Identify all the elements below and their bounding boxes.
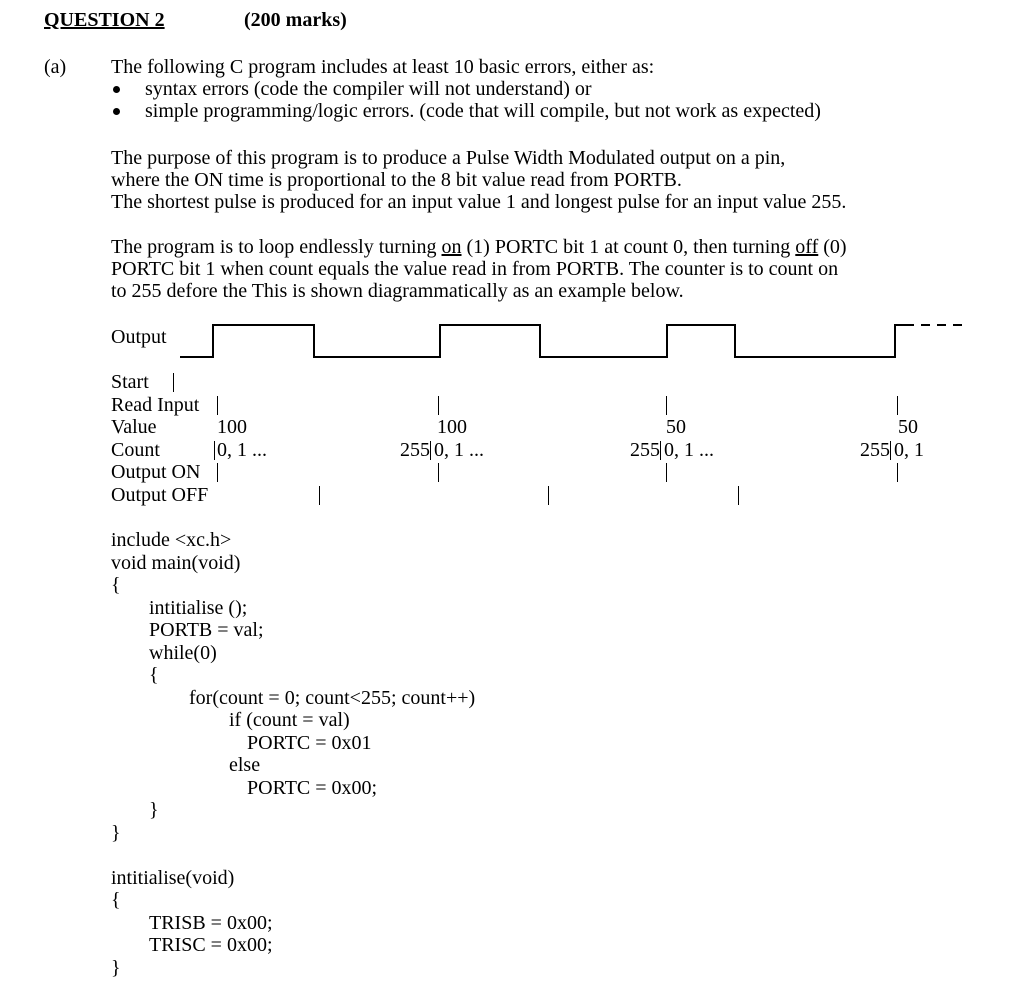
text-run: (1) PORTC bit 1 at count 0, then turning xyxy=(461,236,796,258)
loop-description-line: to 255 defore the This is shown diagrammatically as an example below. xyxy=(111,280,684,302)
tick-mark xyxy=(438,396,439,415)
code-line: PORTB = val; xyxy=(149,619,264,641)
count-label: 0, 1 ... xyxy=(664,439,714,461)
code-line: } xyxy=(149,799,159,821)
output-label: Output xyxy=(111,326,167,348)
underlined-on: on xyxy=(441,236,462,258)
row-label-output-on: Output ON xyxy=(111,461,201,483)
code-line: { xyxy=(111,889,121,911)
code-line: for(count = 0; count<255; count++) xyxy=(189,687,476,709)
bullet-item: syntax errors (code the compiler will not understand) or xyxy=(145,78,592,100)
tick-mark xyxy=(660,441,661,460)
code-line: intitialise(void) xyxy=(111,867,235,889)
pwm-waveform xyxy=(0,0,1024,400)
row-label-start: Start xyxy=(111,371,149,393)
purpose-line: The purpose of this program is to produce a Pulse Width Modulated output on a pin, xyxy=(111,147,786,169)
code-line: PORTC = 0x00; xyxy=(247,777,378,799)
tick-mark xyxy=(438,463,439,482)
tick-mark xyxy=(738,486,739,505)
loop-description-line: PORTC bit 1 when count equals the value read in from PORTB. The counter is to count on xyxy=(111,258,839,280)
text-run: The program is to loop endlessly turning xyxy=(111,236,442,258)
code-line: TRISB = 0x00; xyxy=(149,912,273,934)
row-label-value: Value xyxy=(111,416,157,438)
code-line: void main(void) xyxy=(111,552,241,574)
value-label: 50 xyxy=(898,416,918,438)
underlined-off: off xyxy=(795,236,819,258)
tick-mark xyxy=(666,396,667,415)
waveform-line xyxy=(180,325,905,357)
text-run: (0) xyxy=(818,236,847,258)
tick-mark xyxy=(319,486,320,505)
tick-mark xyxy=(173,373,174,392)
code-line: while(0) xyxy=(149,642,217,664)
row-label-read-input: Read Input xyxy=(111,394,200,416)
intro-text: The following C program includes at least 10 basic errors, either as: xyxy=(111,56,655,78)
tick-mark xyxy=(897,396,898,415)
row-label-count: Count xyxy=(111,439,160,461)
count-label: 255 xyxy=(860,439,890,461)
question-title: QUESTION 2 xyxy=(44,9,165,31)
value-label: 50 xyxy=(666,416,686,438)
count-label: 0, 1 ... xyxy=(434,439,484,461)
code-line: intitialise (); xyxy=(149,597,248,619)
purpose-line: The shortest pulse is produced for an input value 1 and longest pulse for an input value 255. xyxy=(111,191,847,213)
code-line: } xyxy=(111,957,121,979)
code-line: { xyxy=(111,574,121,596)
value-label: 100 xyxy=(437,416,467,438)
row-label-output-off: Output OFF xyxy=(111,484,209,506)
tick-mark xyxy=(217,463,218,482)
tick-mark xyxy=(897,463,898,482)
count-label: 255 xyxy=(400,439,430,461)
value-label: 100 xyxy=(217,416,247,438)
purpose-line: where the ON time is proportional to the 8 bit value read from PORTB. xyxy=(111,169,682,191)
question-marks: (200 marks) xyxy=(244,9,347,31)
code-line: include <xc.h> xyxy=(111,529,232,551)
count-label: 0, 1 ... xyxy=(217,439,267,461)
tick-mark xyxy=(890,441,891,460)
count-label: 255 xyxy=(630,439,660,461)
tick-mark xyxy=(217,396,218,415)
code-line: } xyxy=(111,822,121,844)
tick-mark xyxy=(214,441,215,460)
tick-mark xyxy=(430,441,431,460)
part-label: (a) xyxy=(44,56,67,78)
tick-mark xyxy=(548,486,549,505)
code-line: if (count = val) xyxy=(229,709,350,731)
code-line: PORTC = 0x01 xyxy=(247,732,372,754)
tick-mark xyxy=(666,463,667,482)
count-label: 0, 1 xyxy=(894,439,924,461)
bullet-item: simple programming/logic errors. (code that will compile, but not work as expected) xyxy=(145,100,821,122)
code-line: { xyxy=(149,664,159,686)
code-line: TRISC = 0x00; xyxy=(149,934,273,956)
code-line: else xyxy=(229,754,261,776)
